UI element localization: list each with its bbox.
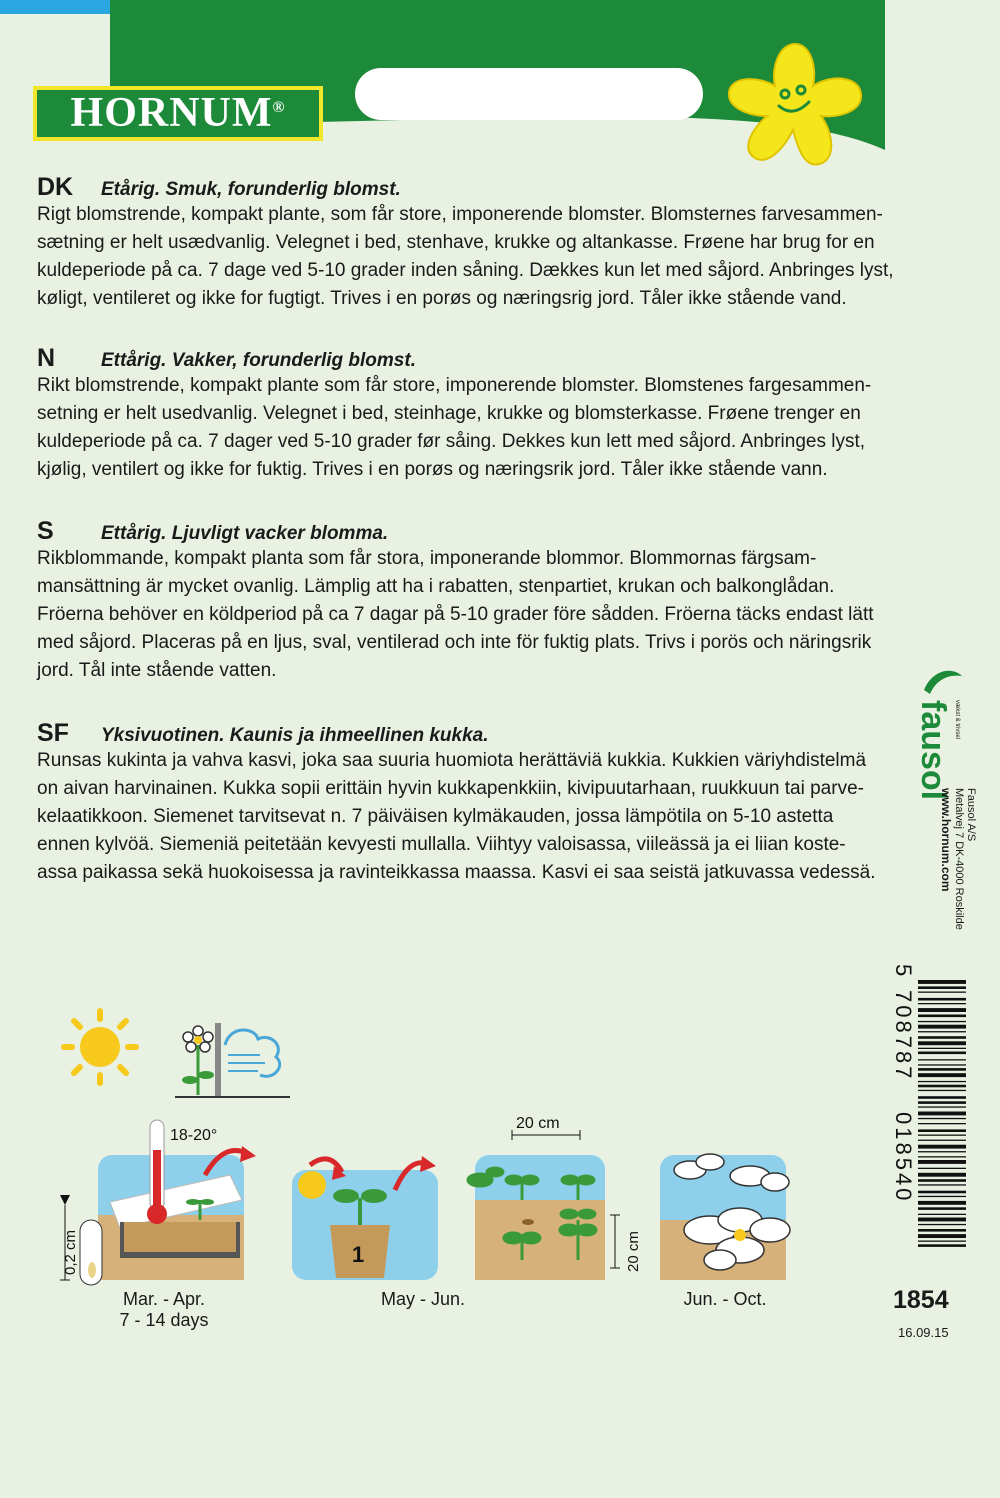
fausol-logo <box>914 660 977 945</box>
lang-body-dk <box>37 201 932 313</box>
fausol-logo-text: fausol <box>914 700 952 801</box>
barcode-bar <box>918 1015 966 1018</box>
barcode-bar <box>918 998 966 1001</box>
sheltered-flower-icon <box>175 1023 290 1097</box>
barcode-bar <box>918 1168 966 1169</box>
barcode-bar <box>918 1025 966 1029</box>
barcode-bar <box>918 1145 966 1149</box>
barcode-bar <box>918 1048 966 1049</box>
barcode-bar <box>918 1229 966 1232</box>
barcode-bar <box>918 1179 966 1182</box>
section-dk <box>37 173 937 313</box>
text-line: setning er helt usedvanlig. Velegnet i bed, steinhage, krukke og blomsterkasse. Frøene trenger en <box>37 403 861 424</box>
depth-label: 0,2 cm <box>62 1229 79 1275</box>
sun-icon <box>64 1011 136 1083</box>
spacing-height-label: 20 cm <box>625 1231 642 1272</box>
barcode-bar <box>918 1234 966 1238</box>
text-line: Fröerna behöver en köldperiod på ca 7 dagar på 5-10 grader före sådden. Fröerna täcks endast lätt <box>37 604 874 625</box>
text-line: sætning er helt usædvanlig. Velegnet i bed, stenhave, krukke og altankasse. Frøene har brug for en <box>37 232 875 253</box>
barcode-bar <box>918 1073 966 1077</box>
lang-title-s: Ettårig. Ljuvligt vacker blomma. <box>101 523 389 544</box>
barcode-bar <box>918 1090 966 1091</box>
step-sowing <box>60 1120 256 1285</box>
barcode-bar <box>918 1003 966 1004</box>
lang-code-dk: DK <box>37 173 74 201</box>
section-n <box>37 344 937 484</box>
temperature-label: 18-20° <box>170 1127 218 1144</box>
text-line: kelaatikkoon. Siemenet tarvitsevat n. 7 päiväisen kylmäkauden, jossa lämpötila on 5-10 astetta <box>37 806 834 827</box>
hornum-logo <box>33 86 323 141</box>
barcode-bar <box>918 1036 966 1039</box>
lang-code-n: N <box>37 344 56 372</box>
barcode-bar <box>918 992 966 993</box>
lang-title-dk: Etårig. Smuk, forunderlig blomst. <box>101 179 401 200</box>
sowing-period <box>104 1289 224 1331</box>
section-sf <box>37 719 937 887</box>
barcode-bar <box>918 1244 966 1247</box>
barcode-bar <box>918 1052 966 1055</box>
lang-title-sf: Yksivuotinen. Kaunis ja ihmeellinen kukka. <box>101 725 489 746</box>
sowing-period-label: Mar. - Apr. <box>122 1289 206 1309</box>
barcode-bar <box>918 1214 966 1215</box>
barcode-bar <box>918 1156 966 1157</box>
text-line: Rikblommande, kompakt planta som får stora, imponerande blommor. Blommornas färgsam- <box>37 548 817 569</box>
fausol-address: Metalvej 7 DK-4000 Roskilde <box>953 788 965 930</box>
lang-code-s: S <box>37 517 54 545</box>
text-line: Rikt blomstrende, kompakt plante som får store, imponerende blomster. Blomstenes fargesammen- <box>37 375 872 396</box>
barcode-bar <box>918 986 966 989</box>
print-date: 16.09.15 <box>898 1325 949 1340</box>
step-flowering <box>660 1154 790 1280</box>
lang-body-n <box>37 372 932 484</box>
barcode-group-2: 018540 <box>891 1112 916 1204</box>
step-planting <box>468 1115 642 1280</box>
lang-body-s <box>37 545 932 685</box>
text-line: mansättning är mycket ovanlig. Lämplig att ha i rabatten, stenpartiet, krukan och balkonglådan. <box>37 576 835 597</box>
barcode-bar <box>918 1241 966 1242</box>
registered-mark: ® <box>272 99 286 116</box>
barcode-bar <box>918 1151 966 1152</box>
barcode-bar <box>918 1207 966 1210</box>
barcode-bar <box>918 1101 966 1104</box>
fausol-tagline: vækst & trivsel <box>954 700 960 740</box>
barcode-bar <box>918 1123 966 1124</box>
item-number: 1854 <box>893 1286 949 1314</box>
barcode-bar <box>918 980 966 984</box>
text-line: køligt, ventileret og ikke for fugtigt. Trives i en porøs og næringsrig jord. Tåler ikke stående vand. <box>37 288 847 309</box>
barcode-bar <box>918 1041 966 1045</box>
barcode-bar <box>918 1173 966 1177</box>
text-line: jord. Tål inte stående vatten. <box>37 660 277 681</box>
text-line: med såjord. Placeras på en ljus, sval, ventilerad och inte för fuktig plats. Trivs i porös och näringsrik <box>37 632 872 653</box>
germination-label: 7 - 14 days <box>119 1310 209 1330</box>
barcode <box>888 962 968 1252</box>
barcode-bar <box>918 1081 966 1082</box>
barcode-bar <box>918 1096 966 1099</box>
barcode-bar <box>918 1218 966 1222</box>
white-label-area <box>355 68 703 120</box>
text-line: kuldeperiode på ca. 7 dager ved 5-10 grader før såing. Dekkes kun lett med såjord. Anbringes lyst, <box>37 431 866 452</box>
barcode-bar <box>918 1140 966 1141</box>
barcode-bar <box>918 1201 966 1205</box>
text-line: kuldeperiode på ca. 7 dage ved 5-10 grader inden såning. Dækkes kun let med såjord. Anbringes lyst, <box>37 260 894 281</box>
text-line: kjølig, ventilert og ikke for fuktig. Trives i en porøs og næringsrik jord. Tåler ikke stående vann. <box>37 459 828 480</box>
flowering-period-label: Jun. - Oct. <box>683 1289 767 1309</box>
growing-conditions <box>60 1005 300 1105</box>
barcode-bar <box>918 1106 966 1107</box>
barcode-bar <box>918 1008 966 1012</box>
smiling-flower-icon <box>725 38 865 168</box>
lang-body-sf <box>37 747 932 887</box>
barcode-bar <box>918 1196 966 1197</box>
fausol-company: Fausol A/S <box>965 788 977 842</box>
text-line: Rigt blomstrende, kompakt plante, som får store, imponerende blomster. Blomsternes farvesammen- <box>37 204 883 225</box>
barcode-group-1: 708787 <box>891 990 916 1082</box>
fausol-website: www.hornum.com <box>939 788 953 892</box>
pot-number: 1 <box>352 1242 365 1267</box>
barcode-bar <box>918 1021 966 1022</box>
hornum-logo-text: HORNUM <box>70 90 273 136</box>
barcode-bar <box>918 1184 966 1185</box>
barcode-bar <box>918 1129 966 1132</box>
text-line: ennen kylvöä. Siemeniä peitetään kevyesti mullalla. Viihtyy valoisassa, viileässä ja ei liian koste- <box>37 834 846 855</box>
text-line: assa paikassa sekä huokoisessa ja ravinteikkassa maassa. Kasvi ei saa seistä jatkuvassa vedessä. <box>37 862 876 883</box>
section-s <box>37 517 937 685</box>
barcode-bar <box>918 1112 966 1116</box>
spacing-width-label: 20 cm <box>516 1115 560 1132</box>
planting-period-label: May - Jun. <box>380 1289 466 1309</box>
barcode-bar <box>918 1135 966 1136</box>
lang-code-sf: SF <box>37 719 69 747</box>
barcode-bar <box>918 1191 966 1194</box>
barcode-bar <box>918 1031 966 1032</box>
text-line: Runsas kukinta ja vahva kasvi, joka saa suuria huomiota herättäviä kukkia. Kukkien väriyhdistelmä <box>37 750 867 771</box>
barcode-bar <box>918 1068 966 1071</box>
barcode-bar <box>918 1118 966 1119</box>
lang-title-n: Ettårig. Vakker, forunderlig blomst. <box>101 350 416 371</box>
text-line: on aivan harvinainen. Kukka sopii erittäin hyvin kukkapenkkiin, kivipuutarhaan, ruukkuun tai parve- <box>37 778 864 799</box>
barcode-bar <box>918 1224 966 1225</box>
step-potting <box>292 1156 438 1280</box>
barcode-bar <box>918 1085 966 1088</box>
barcode-bar <box>918 1064 966 1065</box>
barcode-bar <box>918 1059 966 1060</box>
barcode-bar <box>918 1160 966 1164</box>
barcode-lead-digit: 5 <box>891 964 916 977</box>
